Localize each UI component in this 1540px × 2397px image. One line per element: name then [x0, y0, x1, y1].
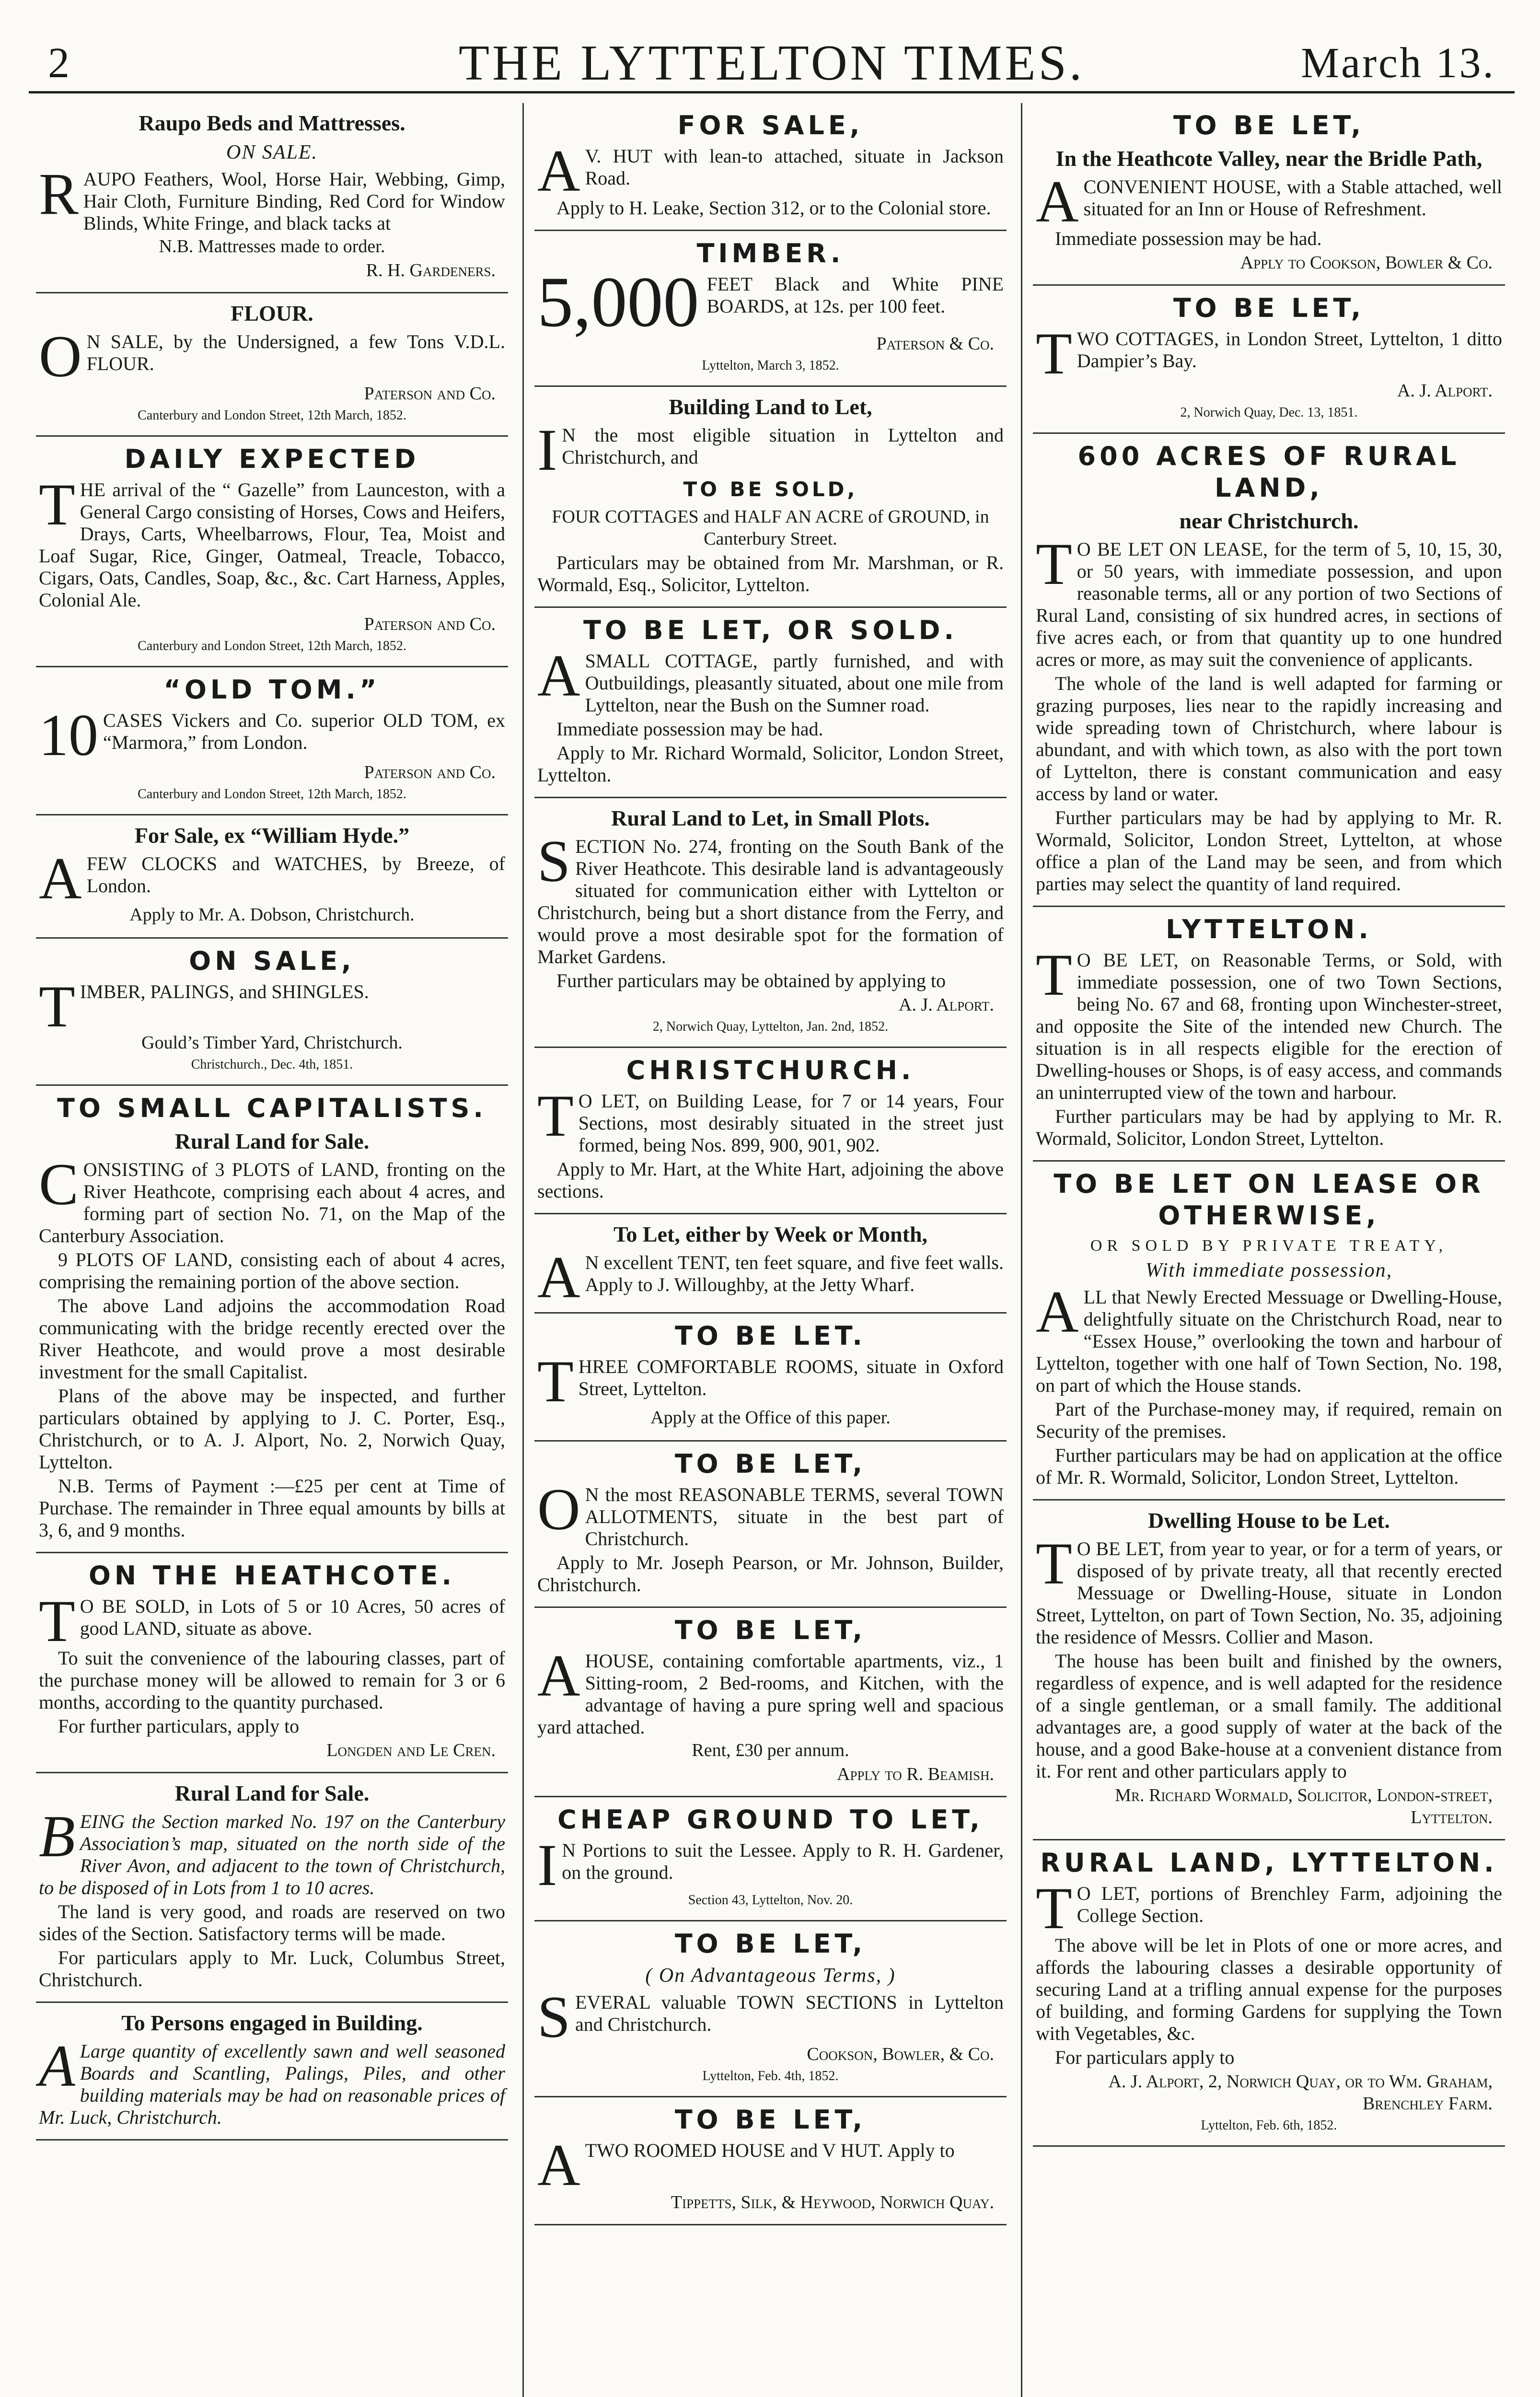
ad-heading: RURAL LAND, LYTTELTON.	[1040, 1848, 1498, 1878]
advertisement	[36, 1086, 508, 1553]
ad-text: EVERAL valuable TOWN SECTIONS in Lyttelton and Christchurch.	[575, 1991, 1004, 2035]
ad-body	[39, 2033, 505, 2129]
ad-body	[537, 1832, 1004, 1898]
ad-signature: Tippetts, Silk, & Heywood, Norwich Quay.	[671, 2192, 994, 2212]
ad-dateline: Christchurch., Dec. 4th, 1851.	[191, 1057, 353, 1072]
ad-body	[537, 1349, 1004, 1414]
ad-line: Apply at the Office of this paper.	[650, 1408, 891, 1428]
ad-body	[537, 262, 1004, 342]
advertisement	[1033, 1840, 1505, 2147]
page-number: 2	[48, 39, 69, 87]
drop-capital: T	[1036, 1531, 1072, 1596]
advertisement	[36, 1553, 508, 1773]
advertisement	[534, 1608, 1007, 1797]
advertisement	[36, 667, 508, 815]
ad-line: Gould’s Timber Yard, Christchurch.	[141, 1033, 403, 1053]
ad-body	[1036, 531, 1502, 671]
drop-capital: A	[39, 846, 82, 911]
ad-text: EING the Section marked No. 197 on the Canterbury Association’s map, situated on the north side of the River Avon, and adjacent to the town of Christchurch, to be disposed of in Lots from 1 to 10 acres.	[39, 1811, 505, 1898]
advertisement	[534, 608, 1007, 798]
advertisement	[36, 939, 508, 1086]
ad-heading: TO SMALL CAPITALISTS.	[57, 1093, 487, 1123]
ad-text: O BE LET, from year to year, or for a term of years, or disposed of by private treaty, all that recently erected Messuage or Dwelling-House, situate in London Street, Lyttelton, on part of Town Section, No. 35, adjoining the residence of Messrs. Collier and Mason.	[1036, 1538, 1502, 1648]
ad-text: O BE SOLD, in Lots of 5 or 10 Acres, 50 acres of good LAND, situate as above.	[80, 1595, 505, 1639]
ad-heading: Raupo Beds and Mattresses.	[139, 111, 405, 135]
ad-body	[39, 161, 505, 234]
ad-paragraph: The house has been built and finished by the owners, regardless of expence, and is well adapted for the residence of a single gentleman, or a small family. The additional advantages are, a good supply of water at the back of the house, and a good Bake-house at a convenient distance from it. For rent and other particulars apply to	[1036, 1650, 1502, 1782]
drop-capital: A	[1036, 1279, 1079, 1345]
ad-text: N Portions to suit the Lessee. Apply to R. H. Gardener, on the ground.	[562, 1839, 1004, 1883]
drop-capital: 10	[39, 702, 98, 768]
ad-dateline: Lyttelton, Feb. 6th, 1852.	[1201, 2118, 1337, 2133]
ad-text: N the most eligible situation in Lyttelton and Christchurch, and	[562, 424, 1004, 468]
ad-body	[537, 1643, 1004, 1738]
ad-body	[537, 1083, 1004, 1156]
ad-signature: A. J. Alport, 2, Norwich Quay, or to Wm. Graham, Brenchley Farm.	[1108, 2071, 1493, 2114]
ad-heading: FOR SALE,	[677, 110, 864, 140]
ad-text: FEET Black and White PINE BOARDS, at 12s. per 100 feet.	[706, 273, 1004, 317]
ad-text: ONSISTING of 3 PLOTS of LAND, fronting on the River Heathcote, comprising each about 4 acres, and forming part of section No. 71, on the Map of the Canterbury Association.	[39, 1159, 505, 1246]
ad-heading: TO BE LET,	[674, 2105, 867, 2135]
ad-dateline: Section 43, Lyttelton, Nov. 20.	[688, 1893, 853, 1908]
ad-paragraph: Further particulars may be had by applying to Mr. R. Wormald, Solicitor, London Street, Lyttelton, at whose office a plan of the Land may be seen, and from which parties may select the quantity of land required.	[1036, 807, 1502, 895]
ad-subheading: OR SOLD BY PRIVATE TREATY,	[1090, 1237, 1448, 1255]
ad-signature: Paterson and Co.	[364, 762, 496, 782]
ad-heading: 600 ACRES OF RURAL LAND,	[1077, 441, 1460, 503]
ad-signature: Longden and Le Cren.	[326, 1740, 496, 1760]
masthead	[29, 19, 1515, 93]
ad-subheading: ON SALE.	[226, 141, 318, 163]
ad-signature: A. J. Alport.	[899, 995, 994, 1015]
ad-text: O BE LET, on Reasonable Terms, or Sold, with immediate possession, one of two Town Sections, being No. 67 and 68, fronting upon Winchester-street, and opposite the Site of the intended new Church. The situation is in all respects eligible for the erection of Dwelling-houses or Shops, is of easy access, and commands an uninterrupted view of the town and harbour.	[1036, 949, 1502, 1103]
ad-signature: A. J. Alport.	[1397, 381, 1493, 401]
ad-heading: Rural Land to Let, in Small Plots.	[611, 806, 930, 830]
ad-body	[537, 1477, 1004, 1550]
ad-body	[537, 2132, 1004, 2198]
drop-capital: T	[39, 974, 75, 1039]
ad-text: SMALL COTTAGE, partly furnished, and with Outbuildings, pleasantly situated, about one mile from Lyttelton, near the Bush on the Sumner road.	[585, 650, 1004, 716]
ad-paragraph: For particulars apply to	[1055, 2047, 1235, 2068]
ad-body	[39, 1152, 505, 1247]
drop-capital: A	[39, 2033, 75, 2099]
drop-capital: T	[1036, 321, 1072, 386]
ad-signature: Cookson, Bowler, & Co.	[807, 2044, 994, 2064]
ad-signature: Paterson and Co.	[364, 384, 496, 404]
advertisement	[36, 103, 508, 293]
ad-text: AUPO Feathers, Wool, Horse Hair, Webbing, Gimp, Hair Cloth, Furniture Binding, Red Cord for Window Blinds, White Fringe, and black tacks at	[83, 168, 505, 234]
ad-paragraph: The land is very good, and roads are reserved on two sides of the Section. Satisfactory terms will be made.	[39, 1901, 505, 1944]
ad-heading: To Persons engaged in Building.	[121, 2011, 423, 2035]
ad-paragraph: 9 PLOTS OF LAND, consisting each of about 4 acres, comprising the remaining portion of the above section.	[39, 1249, 505, 1292]
ad-heading: ON SALE,	[189, 946, 355, 976]
drop-capital: I	[537, 1832, 557, 1898]
ad-heading: Building Land to Let,	[669, 395, 872, 419]
ad-text: TWO ROOMED HOUSE and V HUT. Apply to	[585, 2140, 955, 2161]
ad-signature: Apply to Cookson, Bowler & Co.	[1240, 253, 1493, 273]
advertisement	[36, 293, 508, 437]
ad-line: Rent, £30 per annum.	[692, 1740, 849, 1760]
ad-text: N SALE, by the Undersigned, a few Tons V.D.L. FLOUR.	[86, 331, 505, 374]
drop-capital: O	[537, 1477, 580, 1542]
ad-paragraph: Plans of the above may be inspected, and further particulars obtained by applying to J. C. Porter, Esq., Christchurch, or to A. J. Alport, No. 2, Norwich Quay, Lyttelton.	[39, 1385, 505, 1473]
ad-heading: LYTTELTON.	[1166, 914, 1372, 944]
ad-body	[537, 1245, 1004, 1310]
drop-capital: A	[537, 1643, 580, 1709]
ad-body	[1036, 169, 1502, 234]
ad-paragraph: Immediate possession may be had.	[1055, 228, 1322, 249]
drop-capital: S	[537, 1984, 570, 2050]
advertisement	[36, 437, 508, 667]
ad-signature: R. H. Gardeners.	[366, 260, 496, 280]
ad-paragraph: To suit the convenience of the labouring classes, part of the purchase money will be allowed to remain for 3 or 6 months, according to the quantity purchased.	[39, 1647, 505, 1713]
advertisement	[534, 798, 1007, 1048]
advertisement	[534, 1442, 1007, 1608]
ad-signature: Paterson & Co.	[876, 334, 994, 354]
advertisement	[36, 2003, 508, 2141]
ad-signature: Paterson and Co.	[364, 614, 496, 634]
ad-subheading: In the Heathcote Valley, near the Bridle Path,	[1055, 146, 1482, 171]
ad-heading: Rural Land for Sale.	[174, 1781, 370, 1805]
ad-paragraph: Immediate possession may be had.	[556, 718, 823, 740]
ad-body	[39, 472, 505, 611]
ad-signature: Apply to R. Beamish.	[837, 1764, 994, 1784]
advertisement	[534, 103, 1007, 231]
drop-capital: A	[537, 138, 580, 204]
ad-heading: TO BE LET ON LEASE OR OTHERWISE,	[1054, 1169, 1484, 1231]
ad-heading: ON THE HEATHCOTE.	[88, 1560, 456, 1591]
ad-text: IMBER, PALINGS, and SHINGLES.	[80, 981, 369, 1002]
ad-body	[1036, 321, 1502, 386]
ad-text: LL that Newly Erected Messuage or Dwelling-House, delightfully situate on the Christchurch Road, near to “Essex House,” overlooking the town and harbour of Lyttelton, together with one half of Town Section, No. 198, on part of which the House stands.	[1036, 1286, 1502, 1396]
column-1	[36, 103, 508, 2397]
drop-capital: T	[1036, 1875, 1072, 1941]
ad-line: FOUR COTTAGES and HALF AN ACRE of GROUND, in Canterbury Street.	[552, 507, 989, 549]
drop-capital: C	[39, 1152, 79, 1217]
ad-body	[39, 846, 505, 911]
ad-dateline: 2, Norwich Quay, Dec. 13, 1851.	[1180, 405, 1358, 420]
ad-text: O LET, portions of Brenchley Farm, adjoining the College Section.	[1077, 1883, 1502, 1926]
ad-text: CASES Vickers and Co. superior OLD TOM, ex “Marmora,” from London.	[103, 710, 505, 753]
ad-body	[1036, 942, 1502, 1104]
ad-paragraph: For particulars apply to Mr. Luck, Columbus Street, Christchurch.	[39, 1947, 505, 1990]
ad-paragraph: The whole of the land is well adapted for farming or grazing purposes, lies near to the rapidly increasing and wide spreading town of Christchurch, where labour is abundant, and with which town, as also with the port town of Lyttelton, there is constant communication and easy access by land or water.	[1036, 673, 1502, 804]
ad-text: N excellent TENT, ten feet square, and five feet walls. Apply to J. Willoughby, at the Jetty Wharf.	[585, 1252, 1004, 1295]
ad-text: HE arrival of the “ Gazelle” from Launceston, with a General Cargo consisting of Horses, Cows and Heifers, Drays, Carts, Wheelbarrows, Flour, Tea, Moist and Loaf Sugar, Rice, Ginger, Oatmeal, Treacle, Tobacco, Cigars, Oats, Candles, Soap, &c., &c. Cart Harness, Apples, Colonial Ale.	[39, 479, 505, 611]
ad-body	[39, 1804, 505, 1899]
ad-text: HOUSE, containing comfortable apartments, viz., 1 Sitting-room, 2 Bed-rooms, and Kitchen, with the advantage of having a pure spring well and spacious yard attached.	[537, 1650, 1004, 1738]
ad-text: CONVENIENT HOUSE, with a Stable attached, well situated for an Inn or House of Refreshment.	[1083, 176, 1502, 220]
advertisement	[534, 1048, 1007, 1214]
drop-capital: R	[39, 161, 79, 227]
ad-subheading: Rural Land for Sale.	[174, 1129, 370, 1153]
ad-text: FEW CLOCKS and WATCHES, by Breeze, of London.	[86, 853, 505, 896]
ad-text: O LET, on Building Lease, for 7 or 14 years, Four Sections, most desirably situated in the street just formed, being Nos. 899, 900, 901, 902.	[578, 1090, 1004, 1156]
ad-text: WO COTTAGES, in London Street, Lyttelton, 1 ditto Dampier’s Bay.	[1077, 328, 1502, 372]
ad-heading: TO BE LET,	[1173, 293, 1365, 323]
ad-heading: TO BE LET, OR SOLD.	[583, 615, 958, 645]
ad-body	[39, 974, 505, 1039]
ad-text: O BE LET ON LEASE, for the term of 5, 10, 15, 30, or 50 years, with immediate possession, and upon reasonable terms, all or any portion of two Sections of Rural Land, consisting of six hundred acres, in sections of five acres each, or from that quantity up to one hundred acres or more, as may suit the convenience of applicants.	[1036, 538, 1502, 670]
ad-subheading: TO BE SOLD,	[683, 477, 858, 501]
ad-subheading: near Christchurch.	[1179, 509, 1359, 533]
advertisement	[534, 231, 1007, 387]
newspaper-title: THE LYTTELTON TIMES.	[458, 35, 1085, 91]
advertisement	[1033, 907, 1505, 1162]
column-2	[534, 103, 1007, 2397]
advertisement	[534, 1314, 1007, 1442]
ad-paragraph: Apply to Mr. Joseph Pearson, or Mr. Johnson, Builder, Christchurch.	[537, 1552, 1004, 1595]
ad-body	[39, 1588, 505, 1654]
ad-heading: TO BE LET,	[674, 1449, 867, 1479]
ad-body	[1036, 1875, 1502, 1941]
advertisement	[1033, 103, 1505, 286]
ad-note: N.B. Mattresses made to order.	[159, 236, 385, 256]
drop-capital: T	[39, 1588, 75, 1654]
ad-large-number: 5,000	[537, 262, 699, 342]
ad-heading: TO BE LET,	[674, 1929, 867, 1959]
advertisement	[534, 387, 1007, 608]
advertisement	[534, 2097, 1007, 2225]
ad-paragraph: N.B. Terms of Payment :—£25 per cent at Time of Purchase. The remainder in Three equal amounts by bills at 3, 6, and 9 months.	[39, 1475, 505, 1541]
advertisement	[36, 815, 508, 939]
drop-capital: I	[537, 417, 557, 483]
ad-heading: TO BE LET,	[1173, 110, 1365, 140]
ad-dateline: Lyttelton, Feb. 4th, 1852.	[702, 2069, 839, 2083]
ad-subheading: ( On Advantageous Terms, )	[645, 1965, 896, 1987]
ad-dateline: Lyttelton, March 3, 1852.	[702, 358, 839, 373]
ad-text: V. HUT with lean-to attached, situate in Jackson Road.	[585, 145, 1004, 189]
drop-capital: A	[537, 643, 580, 709]
ad-body	[39, 324, 505, 389]
ad-heading: Dwelling House to be Let.	[1148, 1508, 1390, 1533]
ad-paragraph: Apply to Mr. Hart, at the White Hart, adjoining the above sections.	[537, 1158, 1004, 1202]
ad-paragraph: The above will be let in Plots of one or more acres, and affords the labouring classes a desirable opportunity of securing Land at a trifling annual expense for the purposes of building, and forming Gardens for supplying the Town with Vegetables, &c.	[1036, 1934, 1502, 2044]
ad-text: ECTION No. 274, fronting on the South Bank of the River Heathcote. This desirable land is advantageously situated for communication either with Lyttelton or Christchurch, being but a short distance from the Ferry, and would prove a most desirable spot for the formation of Market Gardens.	[537, 836, 1004, 967]
drop-capital: T	[39, 472, 75, 537]
advertisement	[1033, 286, 1505, 434]
drop-capital: A	[1036, 169, 1079, 234]
ad-heading: For Sale, ex “William Hyde.”	[134, 823, 410, 848]
ad-line: Apply to Mr. A. Dobson, Christchurch.	[129, 905, 415, 925]
ad-paragraph: Particulars may be obtained from Mr. Marshman, or R. Wormald, Esq., Solicitor, Lyttelton.	[537, 552, 1004, 595]
advertisement	[534, 1921, 1007, 2097]
column-3	[1033, 103, 1505, 2397]
ad-body	[537, 643, 1004, 716]
drop-capital: O	[39, 324, 82, 389]
ad-paragraph: Apply to H. Leake, Section 312, or to the Colonial store.	[556, 197, 991, 219]
ad-paragraph: Further particulars may be obtained by applying to	[556, 970, 946, 991]
ad-body	[537, 138, 1004, 204]
ad-body	[537, 828, 1004, 968]
column-rule	[522, 103, 524, 2397]
drop-capital: T	[537, 1349, 574, 1414]
ad-heading: DAILY EXPECTED	[124, 444, 420, 474]
ad-body	[537, 1984, 1004, 2050]
drop-capital: T	[1036, 531, 1072, 597]
ad-paragraph: Further particulars may be had by applying to Mr. R. Wormald, Solicitor, London Street, Lyttelton.	[1036, 1105, 1502, 1149]
ad-paragraph: The above Land adjoins the accommodation Road communicating with the bridge recently erected over the River Heathcote, and would prove a most desirable investment for the small Capitalist.	[39, 1295, 505, 1383]
ad-heading: “OLD TOM.”	[163, 675, 381, 705]
ad-body	[1036, 1279, 1502, 1396]
ad-paragraph: Part of the Purchase-money may, if required, remain on Security of the premises.	[1036, 1398, 1502, 1442]
ad-dateline: 2, Norwich Quay, Lyttelton, Jan. 2nd, 1852.	[652, 1019, 889, 1034]
ad-body	[537, 417, 1004, 483]
ad-heading: TO BE LET.	[675, 1321, 866, 1351]
ad-dateline: Canterbury and London Street, 12th March, 1852.	[138, 408, 406, 423]
advertisement	[1033, 1501, 1505, 1840]
drop-capital: A	[537, 2132, 580, 2198]
ad-text: N the most REASONABLE TERMS, several TOWN ALLOTMENTS, situate in the best part of Christchurch.	[585, 1484, 1004, 1549]
ad-heading: TIMBER.	[696, 238, 845, 268]
issue-date: March 13.	[1301, 39, 1495, 87]
ad-heading: To Let, either by Week or Month,	[613, 1222, 928, 1246]
ad-heading: CHEAP GROUND TO LET,	[557, 1804, 984, 1835]
ad-text: Large quantity of excellently sawn and well seasoned Boards and Scantling, Palings, Piles, and other building materials may be had on reasonable prices of Mr. Luck, Christchurch.	[39, 2040, 505, 2128]
advertisement	[1033, 1162, 1505, 1501]
drop-capital: T	[537, 1083, 574, 1149]
ad-heading: CHRISTCHURCH.	[626, 1055, 915, 1085]
advertisement	[36, 1773, 508, 2003]
ad-body	[39, 702, 505, 768]
ad-dateline: Canterbury and London Street, 12th March, 1852.	[138, 639, 406, 653]
drop-capital: B	[39, 1804, 75, 1869]
ad-dateline: Canterbury and London Street, 12th March, 1852.	[138, 787, 406, 802]
ad-paragraph: Further particulars may be had on application at the office of Mr. R. Wormald, Solicitor, London Street, Lyttelton.	[1036, 1444, 1502, 1488]
ad-signature: Mr. Richard Wormald, Solicitor, London-street, Lyttelton.	[1115, 1785, 1493, 1827]
advertisement	[534, 1214, 1007, 1314]
ad-heading: FLOUR.	[231, 301, 313, 326]
ad-paragraph: For further particulars, apply to	[58, 1715, 300, 1737]
column-rule	[1021, 103, 1022, 2397]
advertisement	[1033, 434, 1505, 907]
drop-capital: S	[537, 828, 570, 894]
ad-subheading: With immediate possession,	[1145, 1259, 1393, 1281]
ad-paragraph: Apply to Mr. Richard Wormald, Solicitor, London Street, Lyttelton.	[537, 742, 1004, 786]
drop-capital: T	[1036, 942, 1072, 1008]
ad-heading: TO BE LET,	[674, 1615, 867, 1645]
advertisement	[534, 1797, 1007, 1921]
drop-capital: A	[537, 1245, 580, 1310]
ad-text: HREE COMFORTABLE ROOMS, situate in Oxford Street, Lyttelton.	[578, 1356, 1004, 1399]
ad-body	[1036, 1531, 1502, 1648]
